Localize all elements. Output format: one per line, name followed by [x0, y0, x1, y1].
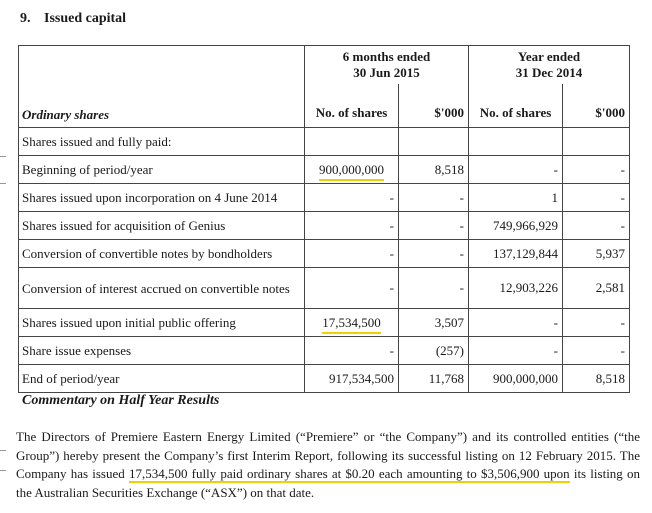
- p1-shares: -: [305, 337, 399, 365]
- commentary-highlighted-text: 17,534,500 fully paid ordinary shares at $0.20 each amounting to $3,506,900 upon: [128, 466, 570, 481]
- period1-line2: 30 Jun 2015: [353, 65, 420, 80]
- commentary-text-part3: its listing on the Australian Securities Exchange (“ASX”) on that date.: [16, 466, 640, 500]
- p1-shares: -: [305, 212, 399, 240]
- p2-value: [563, 128, 630, 156]
- row-label: Shares issued upon initial public offering: [19, 309, 305, 337]
- p1-shares: 917,534,500: [305, 365, 399, 393]
- p1-value: (257): [399, 337, 469, 365]
- p1-shares: -: [305, 184, 399, 212]
- table-row: [19, 309, 630, 337]
- table-row: [19, 268, 630, 309]
- p1-shares: -: [305, 240, 399, 268]
- p1-value: -: [399, 212, 469, 240]
- margin-tick: [0, 470, 6, 471]
- period1-header: [305, 46, 469, 85]
- period2-shares-header: No. of shares: [469, 84, 563, 128]
- commentary-paragraph: [16, 428, 640, 502]
- period2-line1: Year ended: [517, 49, 581, 64]
- p2-value: -: [563, 156, 630, 184]
- section-number: 9.: [20, 11, 31, 26]
- margin-tick: [0, 156, 6, 157]
- row-label: Conversion of interest accrued on convertible notes: [19, 268, 305, 309]
- p2-shares: 900,000,000: [469, 365, 563, 393]
- p1-shares: [305, 309, 399, 337]
- p2-shares: 137,129,844: [469, 240, 563, 268]
- period1-line1: 6 months ended: [342, 49, 431, 64]
- table-row: [19, 156, 630, 184]
- p2-value: 2,581: [563, 268, 630, 309]
- commentary-text-part1: The Directors of Premiere Eastern Energy Limited (“Premiere” or “the Company”) and its controlled entities (“the Group”) hereby present the Company’s first Interim Report, following its successful listing on 12 February 2015. The Company has issued: [16, 429, 640, 481]
- p1-value: [399, 128, 469, 156]
- p2-shares: [469, 128, 563, 156]
- p2-shares: 12,903,226: [469, 268, 563, 309]
- issued-capital-table: [18, 45, 630, 393]
- period1-shares-header: No. of shares: [305, 84, 399, 128]
- commentary-title: Commentary on Half Year Results: [22, 393, 220, 408]
- section-heading: [20, 11, 126, 27]
- section-title: Issued capital: [44, 11, 127, 26]
- row-label: Conversion of convertible notes by bondholders: [19, 240, 305, 268]
- p2-shares: -: [469, 156, 563, 184]
- p2-value: -: [563, 337, 630, 365]
- period1-value-header: $'000: [399, 84, 469, 128]
- p1-shares: [305, 156, 399, 184]
- p1-value: -: [399, 240, 469, 268]
- row-label: End of period/year: [19, 365, 305, 393]
- row-label: Shares issued upon incorporation on 4 June 2014: [19, 184, 305, 212]
- p2-value: -: [563, 212, 630, 240]
- row-label: Share issue expenses: [19, 337, 305, 365]
- table-row: [19, 128, 630, 156]
- table-row: [19, 184, 630, 212]
- p1-shares: [305, 128, 399, 156]
- p2-shares: 1: [469, 184, 563, 212]
- p2-shares: 749,966,929: [469, 212, 563, 240]
- p2-value: -: [563, 184, 630, 212]
- highlighted-value: 17,534,500: [322, 315, 381, 334]
- period2-line2: 31 Dec 2014: [515, 65, 583, 80]
- margin-tick: [0, 183, 6, 184]
- margin-tick: [0, 450, 6, 451]
- p2-value: 5,937: [563, 240, 630, 268]
- table-header-blank: [19, 46, 305, 85]
- table-row: [19, 337, 630, 365]
- p1-value: 8,518: [399, 156, 469, 184]
- table-row: [19, 212, 630, 240]
- period2-value-header: $'000: [563, 84, 630, 128]
- highlighted-value: 900,000,000: [319, 162, 384, 181]
- row-header-ordinary-shares: Ordinary shares: [19, 84, 305, 128]
- p1-value: -: [399, 268, 469, 309]
- table-row-total: [19, 365, 630, 393]
- p1-value: 11,768: [399, 365, 469, 393]
- p2-shares: -: [469, 337, 563, 365]
- row-label: Shares issued and fully paid:: [19, 128, 305, 156]
- table-period-header-row: [19, 46, 630, 85]
- p1-shares: -: [305, 268, 399, 309]
- p2-value: 8,518: [563, 365, 630, 393]
- table-column-header-row: [19, 84, 630, 128]
- row-label: Beginning of period/year: [19, 156, 305, 184]
- table-row: [19, 240, 630, 268]
- row-label: Shares issued for acquisition of Genius: [19, 212, 305, 240]
- p2-value: -: [563, 309, 630, 337]
- period2-header: [469, 46, 630, 85]
- p1-value: 3,507: [399, 309, 469, 337]
- p2-shares: -: [469, 309, 563, 337]
- p1-value: -: [399, 184, 469, 212]
